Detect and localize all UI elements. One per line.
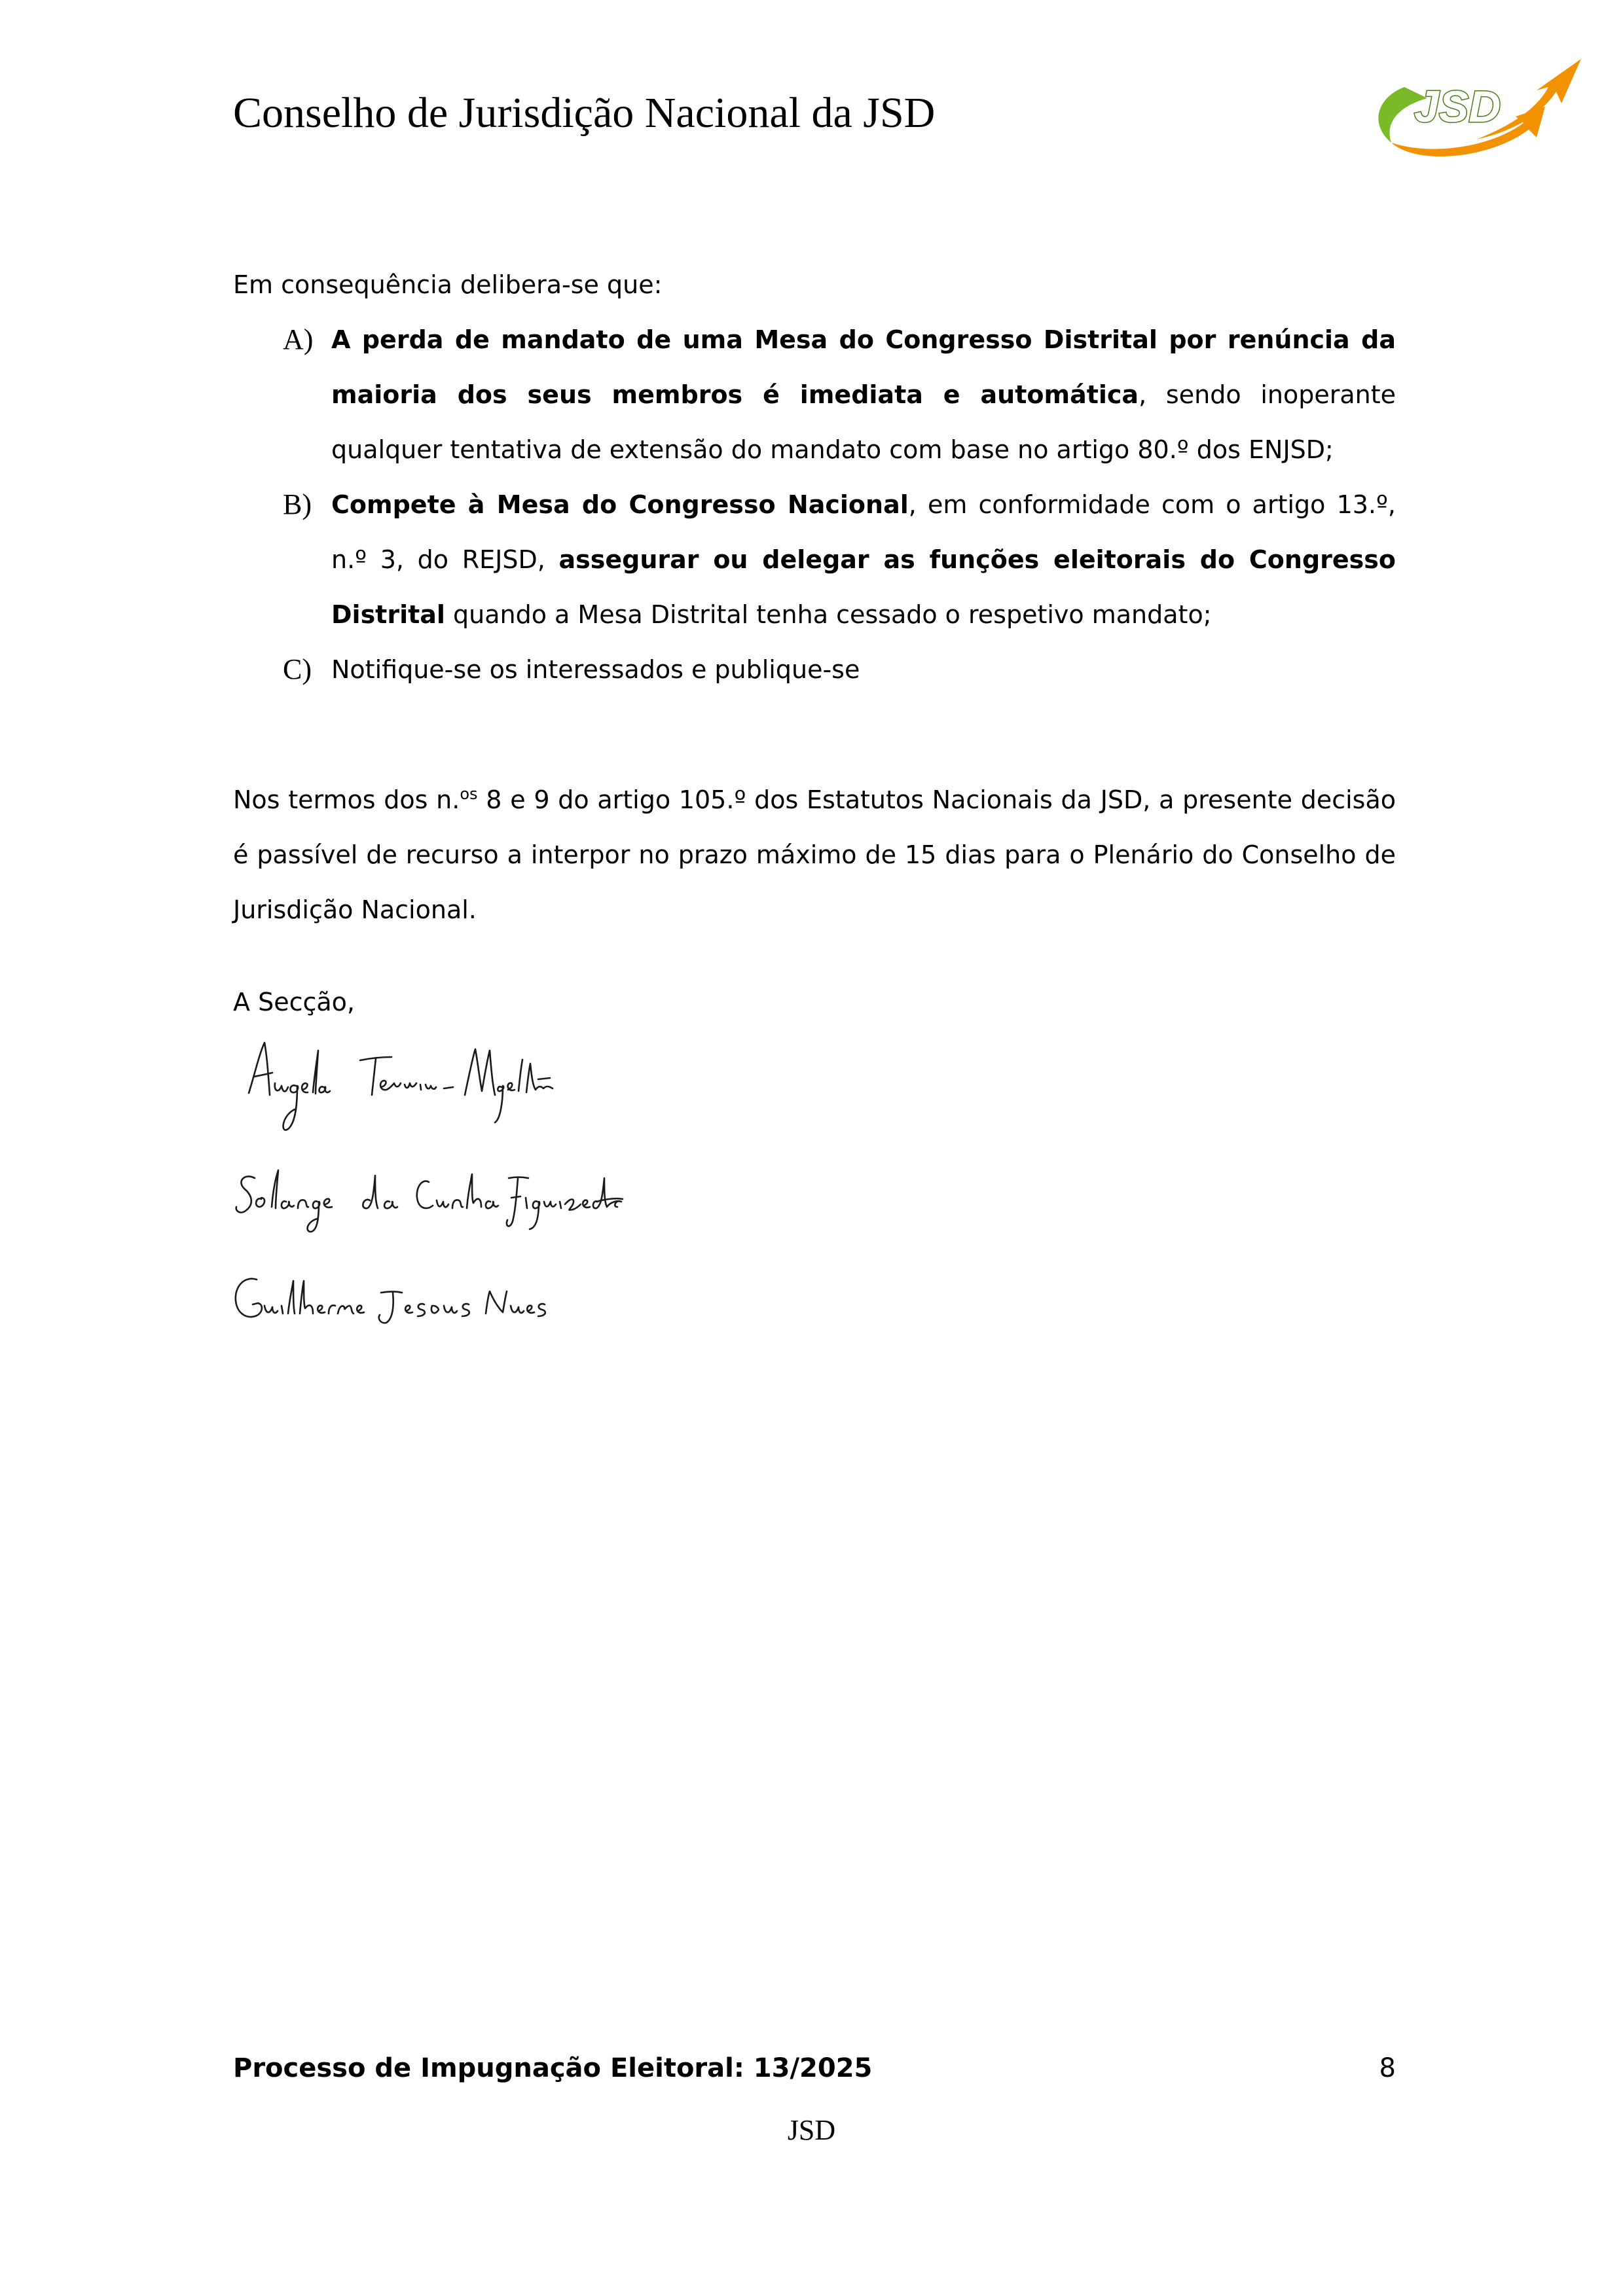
notice-superscript: os bbox=[460, 785, 478, 803]
item-letter-a: A) bbox=[283, 323, 314, 355]
item-c-text: Notifique-se os interessados e publique-se bbox=[331, 655, 860, 684]
footer-page-number: 8 bbox=[1379, 2053, 1396, 2083]
item-letter-c: C) bbox=[283, 653, 312, 685]
notice-part-2: 8 e 9 do artigo 105.º dos Estatutos Nacionais da JSD, a presente decisão é passível de recurso a interpor no prazo máximo de 15 dias para o Plenário do Conselho de Jurisdição Nacional. bbox=[233, 785, 1396, 924]
intro-paragraph: Em consequência delibera-se que: bbox=[233, 270, 663, 299]
item-a-text: , sendo inoperante qualquer tentativa de extensão do mandato com base no artigo 80.º dos ENJSD; bbox=[331, 380, 1396, 464]
signature-1 bbox=[236, 1031, 563, 1142]
item-text-a bbox=[331, 312, 1396, 477]
item-b-bold-2: assegurar ou delegar as funções eleitorais do Congresso Distrital bbox=[331, 545, 1396, 629]
closing-line: A Secção, bbox=[233, 988, 355, 1016]
signature-2 bbox=[232, 1158, 625, 1237]
footer-process-number: Processo de Impugnação Eleitoral: 13/2025 bbox=[233, 2053, 873, 2083]
item-text-b bbox=[331, 477, 1396, 642]
appeal-notice-paragraph bbox=[233, 772, 1396, 937]
logo-text: JSD bbox=[1414, 82, 1501, 132]
item-b-text-2: quando a Mesa Distrital tenha cessado o respetivo mandato; bbox=[445, 600, 1212, 629]
header-title: Conselho de Jurisdição Nacional da JSD bbox=[233, 89, 936, 137]
item-b-text-1: , em conformidade com o artigo 13.º, n.º 3, do REJSD, bbox=[331, 490, 1396, 574]
item-text-c bbox=[331, 642, 1396, 697]
item-a-bold: A perda de mandato de uma Mesa do Congresso Distrital por renúncia da maioria dos seus membros é imediata e automática bbox=[331, 325, 1396, 409]
item-b-bold-1: Compete à Mesa do Congresso Nacional bbox=[331, 490, 909, 519]
item-letter-b: B) bbox=[283, 488, 312, 520]
footer-center-text: JSD bbox=[787, 2114, 836, 2146]
jsd-logo bbox=[1365, 51, 1584, 162]
notice-part-1: Nos termos dos n. bbox=[233, 785, 460, 814]
signature-3 bbox=[229, 1266, 550, 1338]
